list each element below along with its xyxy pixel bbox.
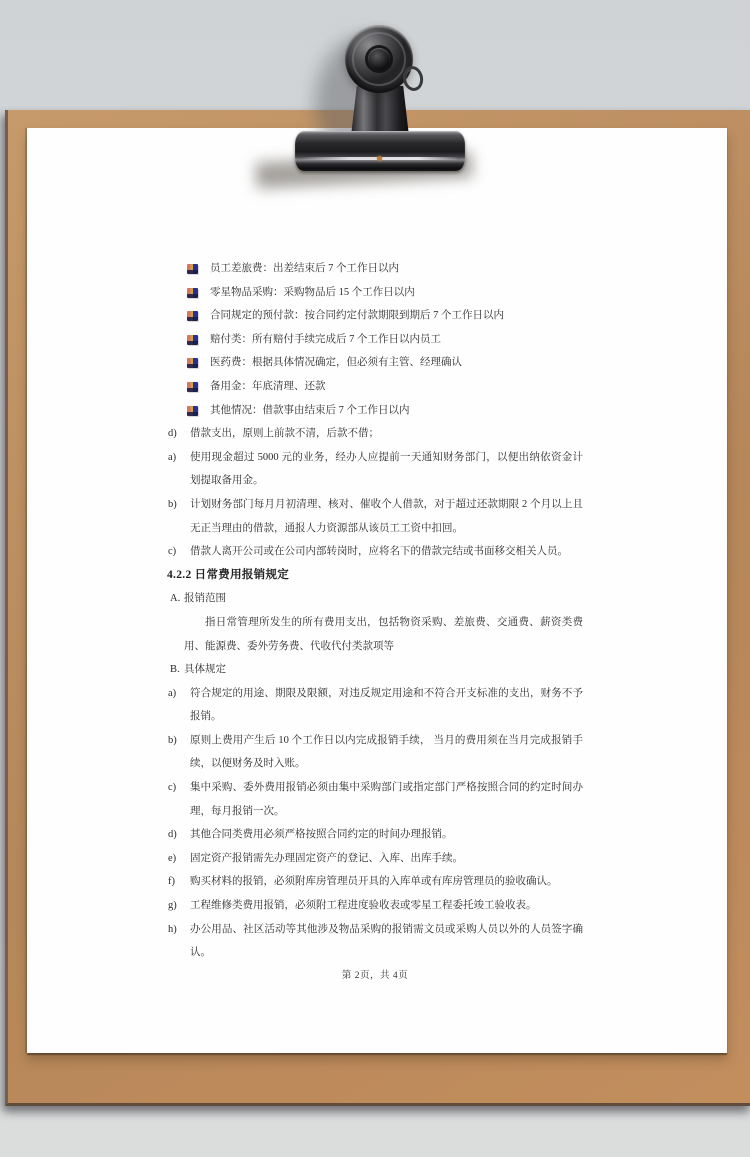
word-picture-bullet-icon	[187, 288, 198, 298]
bullet-item-text: 零星物品采购：采购物品后 15 个工作日以内	[210, 286, 415, 298]
bullet-item-text: 备用金：年底清理、还款	[210, 380, 326, 392]
document-page	[27, 128, 727, 1053]
deadline-bullet-list	[167, 257, 583, 422]
lettered-list-item	[167, 446, 583, 493]
list-item-text: 工程维修类费用报销，必须附工程进度验收表或零星工程委托竣工验收表。	[190, 900, 537, 912]
rules-list	[167, 682, 583, 965]
word-picture-bullet-icon	[187, 335, 198, 345]
page-number-footer: 第 2页，共 4页	[341, 970, 409, 981]
lettered-list-item	[167, 894, 583, 918]
rules-label: B.	[170, 664, 180, 676]
scope-title: 报销范围	[184, 593, 226, 605]
word-picture-bullet-icon	[187, 311, 198, 321]
scope-paragraph: 指日常管理所发生的所有费用支出，包括物资采购、差旅费、交通费、薪资类费用、能源费、委外劳务费、代收代付类款项等	[184, 616, 583, 652]
rules-row	[167, 658, 583, 682]
lettered-list-item	[167, 847, 583, 871]
bullet-list-item	[167, 351, 583, 375]
bullet-item-text: 其他情况：借款事由结束后 7 个工作日以内	[210, 404, 410, 416]
lettered-list-item	[167, 870, 583, 894]
lettered-list-item	[167, 776, 583, 823]
clip-hole	[368, 48, 390, 70]
list-item-text: 使用现金超过 5000 元的业务，经办人应提前一天通知财务部门，以便出纳依资金计划提取备用金。	[190, 451, 583, 487]
list-item-label: c)	[168, 782, 177, 794]
bullet-list-item	[167, 281, 583, 305]
list-item-text: 符合规定的用途、期限及限额，对违反规定用途和不符合开支标准的支出，财务不予报销。	[190, 687, 583, 723]
scope-label: A.	[170, 593, 181, 605]
list-item-label: h)	[168, 923, 177, 935]
word-picture-bullet-icon	[187, 382, 198, 392]
list-item-text: 购买材料的报销，必须附库房管理员开具的入库单或有库房管理员的验收确认。	[190, 876, 558, 888]
bullet-item-text: 赔付类：所有赔付手续完成后 7 个工作日以内员工	[210, 333, 441, 345]
bullet-list-item	[167, 375, 583, 399]
list-item-label: a)	[168, 687, 177, 699]
list-item-label: c)	[168, 546, 177, 558]
list-item-label: a)	[168, 451, 177, 463]
clip-ring	[345, 25, 413, 93]
list-item-text: 固定资产报销需先办理固定资产的登记、入库、出库手续。	[190, 852, 463, 864]
lettered-list-item	[167, 493, 583, 540]
list-item-label: b)	[168, 734, 177, 746]
bullet-list-item	[167, 328, 583, 352]
bullet-item-text: 员工差旅费：出差结束后 7 个工作日以内	[210, 263, 399, 274]
list-item-label: d)	[168, 428, 177, 440]
bullet-item-text: 医药费：根据具体情况确定，但必须有主管、经理确认	[210, 357, 462, 369]
list-item-text: 原则上费用产生后 10 个工作日以内完成报销手续， 当月的费用须在当月完成报销手续，以便财务及时入账。	[190, 734, 583, 770]
list-item-text: 计划财务部门每月月初清理、核对、催收个人借款，对于超过还款期限 2 个月以上且无正当理由的借款，通报人力资源部从该员工工资中扣回。	[190, 498, 583, 534]
loan-rules-list	[167, 422, 583, 564]
lettered-list-item	[167, 682, 583, 729]
word-picture-bullet-icon	[187, 358, 198, 368]
lettered-list-item	[167, 540, 583, 564]
bullet-item-text: 合同规定的预付款：按合同约定付款期限到期后 7 个工作日以内	[210, 310, 504, 322]
list-item-label: g)	[168, 900, 177, 912]
lettered-list-item	[167, 918, 583, 965]
scope-row	[167, 587, 583, 611]
list-item-text: 办公用品、社区活动等其他涉及物品采购的报销需文员或采购人员以外的人员签字确认。	[190, 923, 583, 959]
list-item-text: 集中采购、委外费用报销必须由集中采购部门或指定部门严格按照合同的约定时间办理，每月报销一次。	[190, 782, 583, 817]
document-content	[167, 257, 583, 988]
bullet-list-item	[167, 304, 583, 328]
lettered-list-item	[167, 823, 583, 847]
bullet-list-item	[167, 257, 583, 281]
lettered-list-item	[167, 422, 583, 446]
list-item-label: b)	[168, 498, 177, 510]
word-picture-bullet-icon	[187, 264, 198, 274]
bullet-list-item	[167, 399, 583, 423]
list-item-text: 借款人离开公司或在公司内部转岗时，应将名下的借款完结或书面移交相关人员。	[190, 546, 568, 558]
word-picture-bullet-icon	[187, 406, 198, 416]
list-item-label: e)	[168, 852, 177, 864]
section-heading: 4.2.2 日常费用报销规定	[167, 568, 290, 581]
rules-title: 具体规定	[184, 664, 226, 676]
list-item-text: 借款支出，原则上前款不清，后款不借；	[190, 428, 379, 440]
list-item-text: 其他合同类费用必须严格按照合同约定的时间办理报销。	[190, 829, 453, 841]
clip-lever-hook-icon	[401, 64, 426, 93]
list-item-label: d)	[168, 829, 177, 841]
list-item-label: f)	[168, 876, 175, 888]
lettered-list-item	[167, 729, 583, 776]
